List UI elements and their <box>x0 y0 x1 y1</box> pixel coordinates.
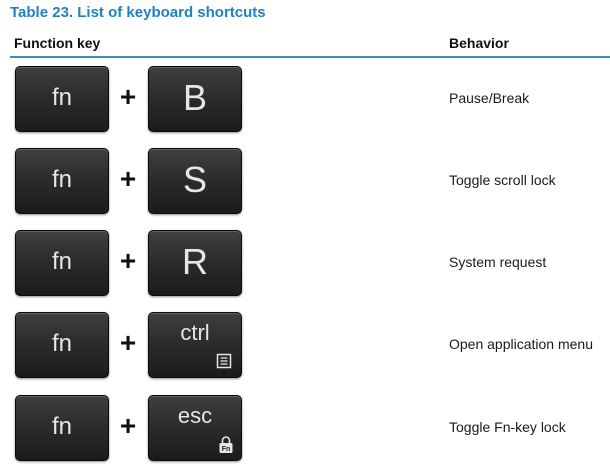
s-key <box>148 148 242 214</box>
table-row <box>0 395 610 465</box>
esc-key <box>148 395 242 461</box>
r-key <box>148 230 242 296</box>
plus-sign: + <box>119 245 137 276</box>
b-key <box>148 66 242 132</box>
table-title: Table 23. List of keyboard shortcuts <box>10 4 266 21</box>
table-row <box>0 230 610 300</box>
s-key-label: S <box>182 159 207 200</box>
r-key-label: R <box>182 241 208 282</box>
fn-key <box>15 66 109 132</box>
header-rule <box>10 56 610 58</box>
fn-key-label: fn <box>51 330 72 357</box>
table-row <box>0 312 610 382</box>
fn-key-label: fn <box>51 248 72 275</box>
fn-key-label: fn <box>51 84 72 111</box>
behavior-header: Behavior <box>449 35 509 51</box>
fn-key-label: fn <box>51 166 72 193</box>
fn-key-label: fn <box>51 413 72 440</box>
menu-icon <box>216 353 232 369</box>
plus-sign: + <box>119 410 137 441</box>
function-key-header: Function key <box>14 35 101 51</box>
behavior-text: Toggle Fn-key lock <box>449 419 566 435</box>
fn-key <box>15 230 109 296</box>
table-row <box>0 148 610 218</box>
behavior-text: Pause/Break <box>449 90 530 106</box>
behavior-text: System request <box>449 254 547 270</box>
plus-sign: + <box>119 327 137 358</box>
table-row <box>0 66 610 136</box>
plus-sign: + <box>119 81 137 112</box>
fn-key <box>15 395 109 461</box>
esc-key-label: esc <box>177 403 213 428</box>
behavior-text: Toggle scroll lock <box>449 172 556 188</box>
ctrl-key-label: ctrl <box>180 320 210 345</box>
svg-text:Fn: Fn <box>221 446 231 453</box>
plus-sign: + <box>119 163 137 194</box>
b-key-label: B <box>182 77 207 118</box>
behavior-text: Open application menu <box>449 336 593 352</box>
fn-lock-icon <box>218 435 234 454</box>
fn-key <box>15 312 109 378</box>
ctrl-key <box>148 312 242 378</box>
fn-key <box>15 148 109 214</box>
